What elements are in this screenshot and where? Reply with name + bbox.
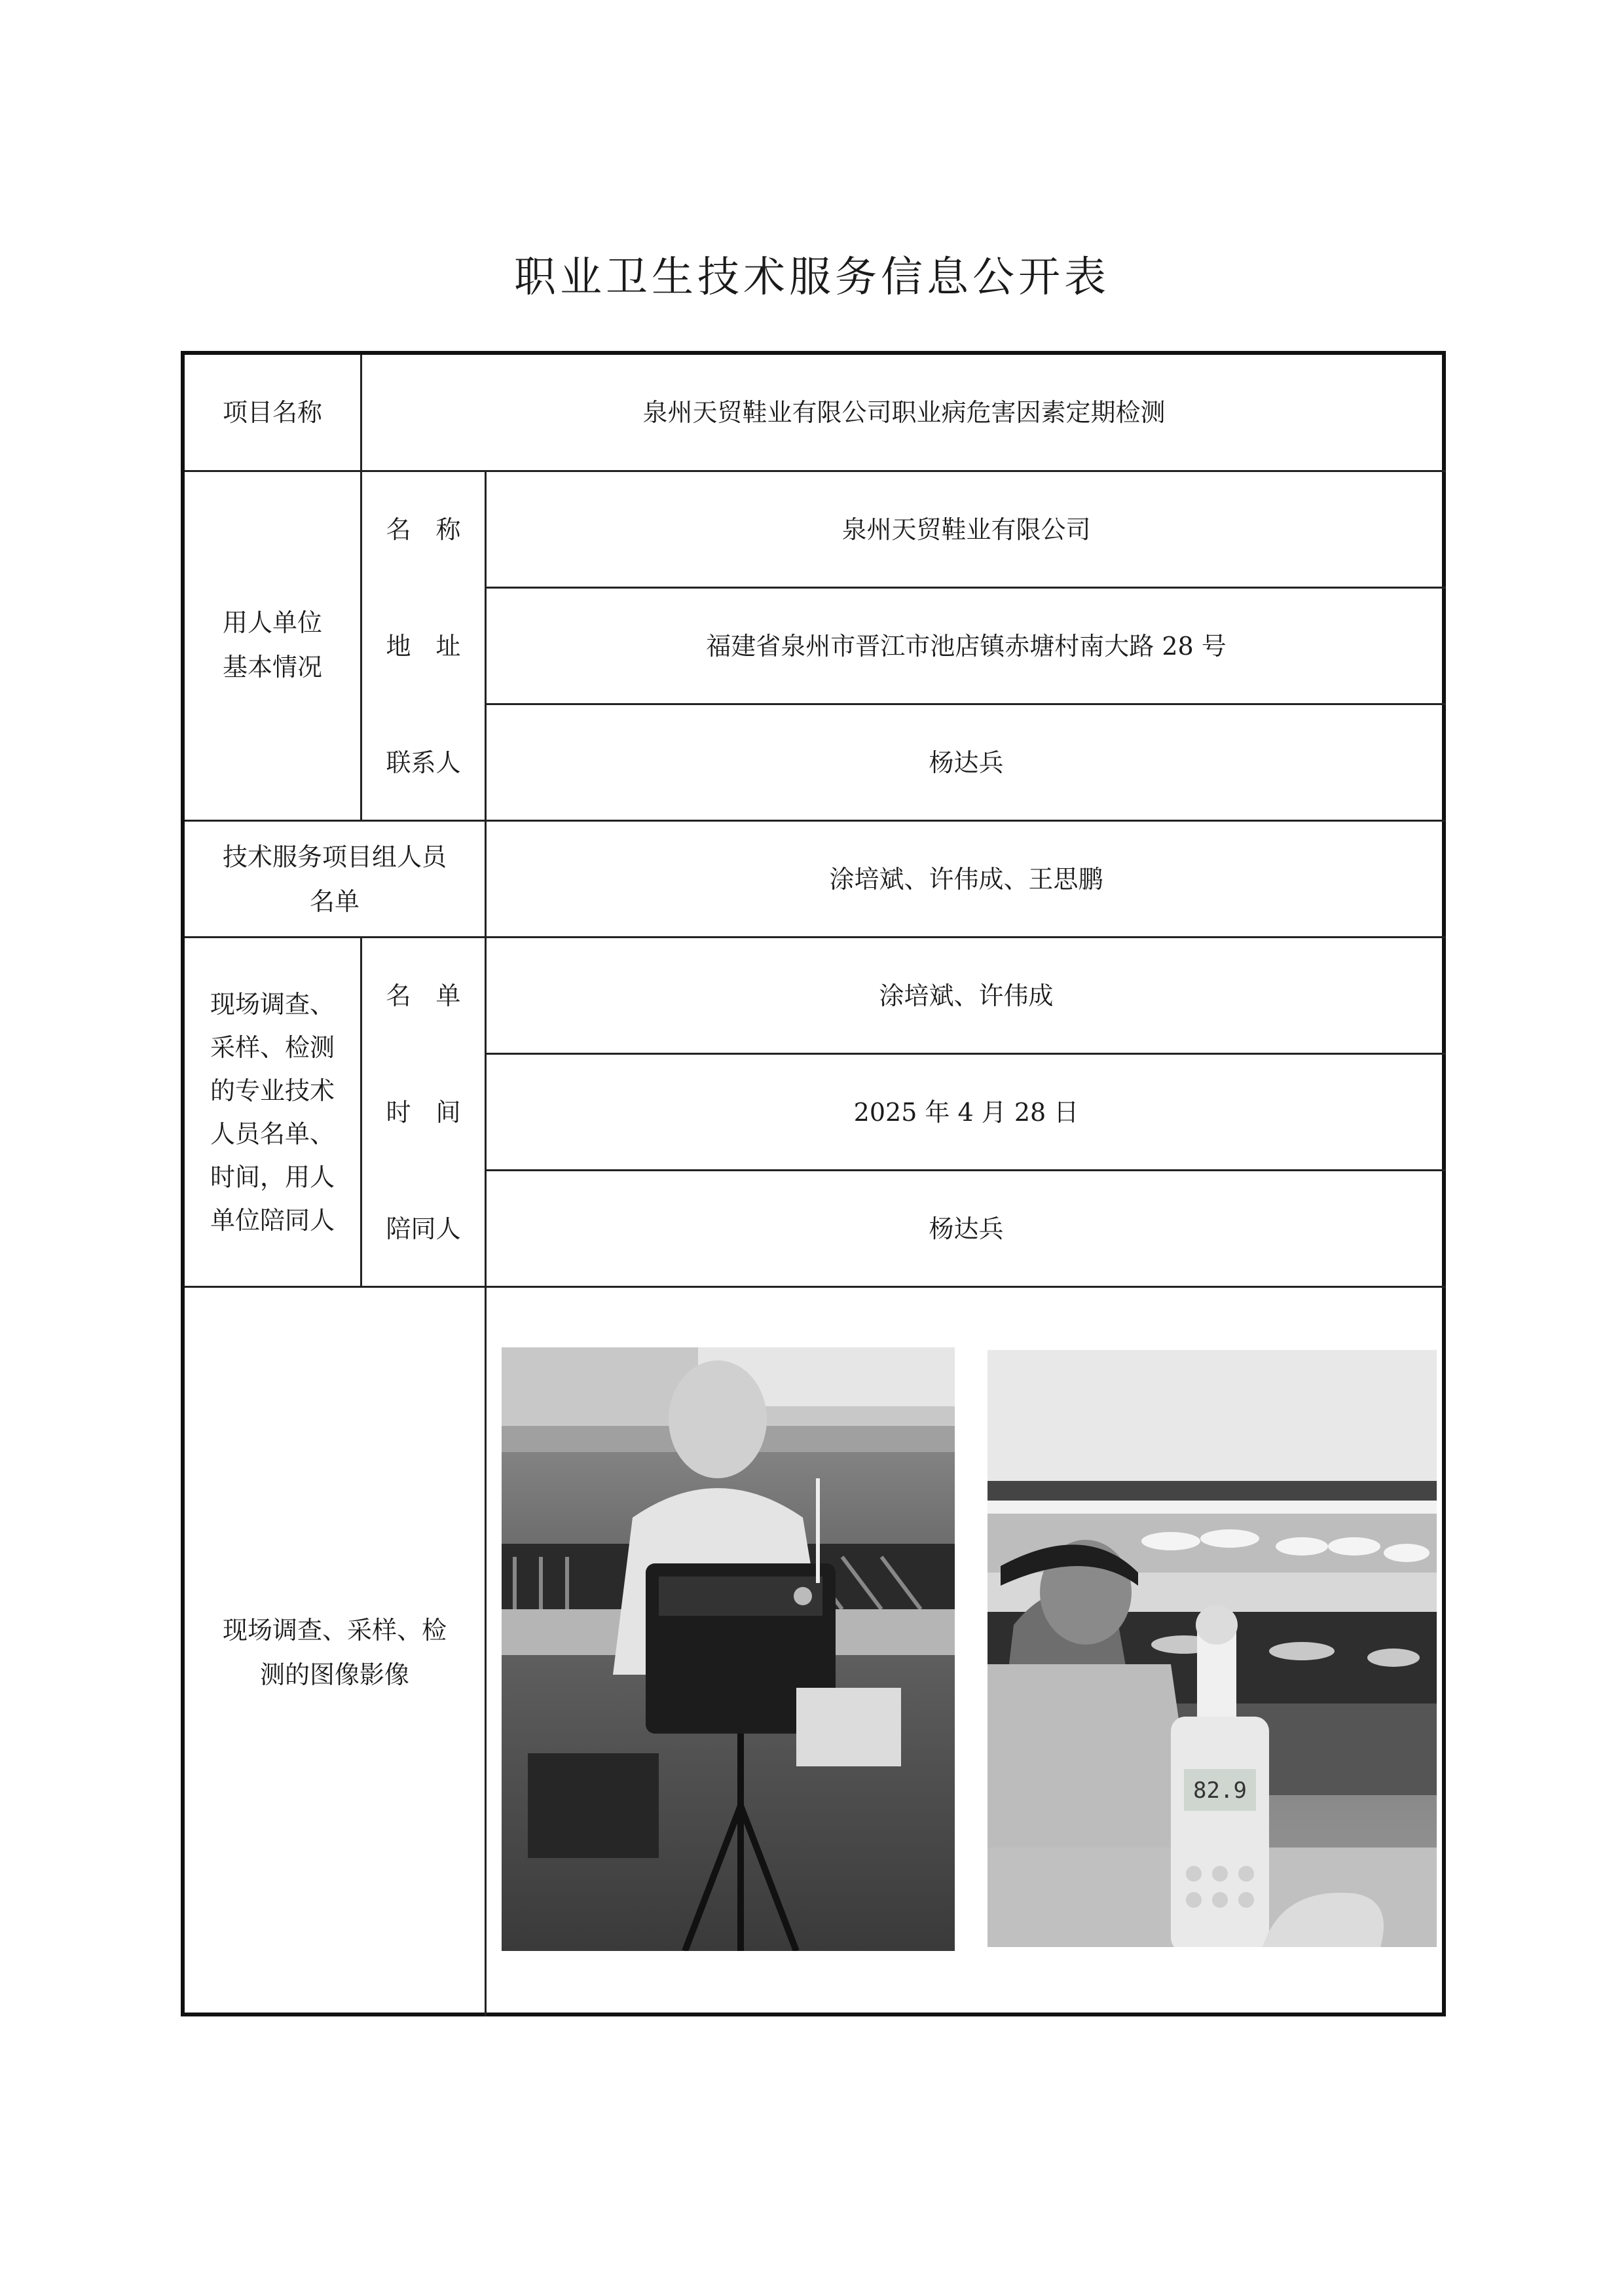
employer-label [185, 470, 360, 820]
team-label-line2: 名单 [309, 886, 360, 916]
field-label-line: 的专业技术 [210, 1076, 335, 1105]
employer-contact-value: 杨达兵 [929, 748, 1004, 777]
images-label-line2: 测的图像影像 [259, 1660, 409, 1689]
employer-contact-label: 联系人 [386, 748, 461, 777]
employer-address-label: 地 址 [386, 631, 461, 661]
project-name-label: 项目名称 [222, 398, 322, 427]
images-label-line1: 现场调查、采样、检 [222, 1615, 447, 1645]
field-label [185, 938, 360, 1286]
team-label-line1: 技术服务项目组人员 [222, 842, 447, 871]
field-escort-label: 陪同人 [386, 1214, 461, 1243]
info-table [181, 351, 1446, 2016]
field-escort-value: 杨达兵 [929, 1214, 1004, 1243]
field-list-label: 名 单 [386, 981, 461, 1010]
team-value: 涂培斌、许伟成、王思鹏 [829, 864, 1103, 894]
employer-name-label: 名 称 [386, 515, 461, 544]
project-name-value: 泉州天贸鞋业有限公司职业病危害因素定期检测 [642, 398, 1166, 427]
field-label-line: 单位陪同人 [210, 1205, 335, 1235]
site-photo-sampling [502, 1347, 955, 1951]
meter-reading-text: 82.9 [1193, 1777, 1247, 1804]
site-photo-noise-meter [987, 1350, 1437, 1947]
field-list-value: 涂培斌、许伟成 [879, 981, 1054, 1010]
field-label-line: 人员名单、 [210, 1119, 335, 1148]
employer-label-line2: 基本情况 [222, 653, 322, 682]
team-label [185, 822, 485, 936]
field-label-line: 现场调查、 [210, 989, 335, 1019]
employer-name-value: 泉州天贸鞋业有限公司 [841, 515, 1091, 544]
images-label [185, 1288, 485, 2016]
field-label-line: 采样、检测 [210, 1032, 335, 1062]
employer-label-line1: 用人单位 [222, 608, 322, 637]
field-time-label: 时 间 [386, 1097, 461, 1127]
field-time-value: 2025 年 4 月 28 日 [853, 1097, 1079, 1127]
page-title: 职业卫生技术服务信息公开表 [514, 253, 1110, 302]
employer-address-value: 福建省泉州市晋江市池店镇赤塘村南大路 28 号 [706, 631, 1227, 661]
field-label-line: 时间，用人 [210, 1162, 335, 1192]
